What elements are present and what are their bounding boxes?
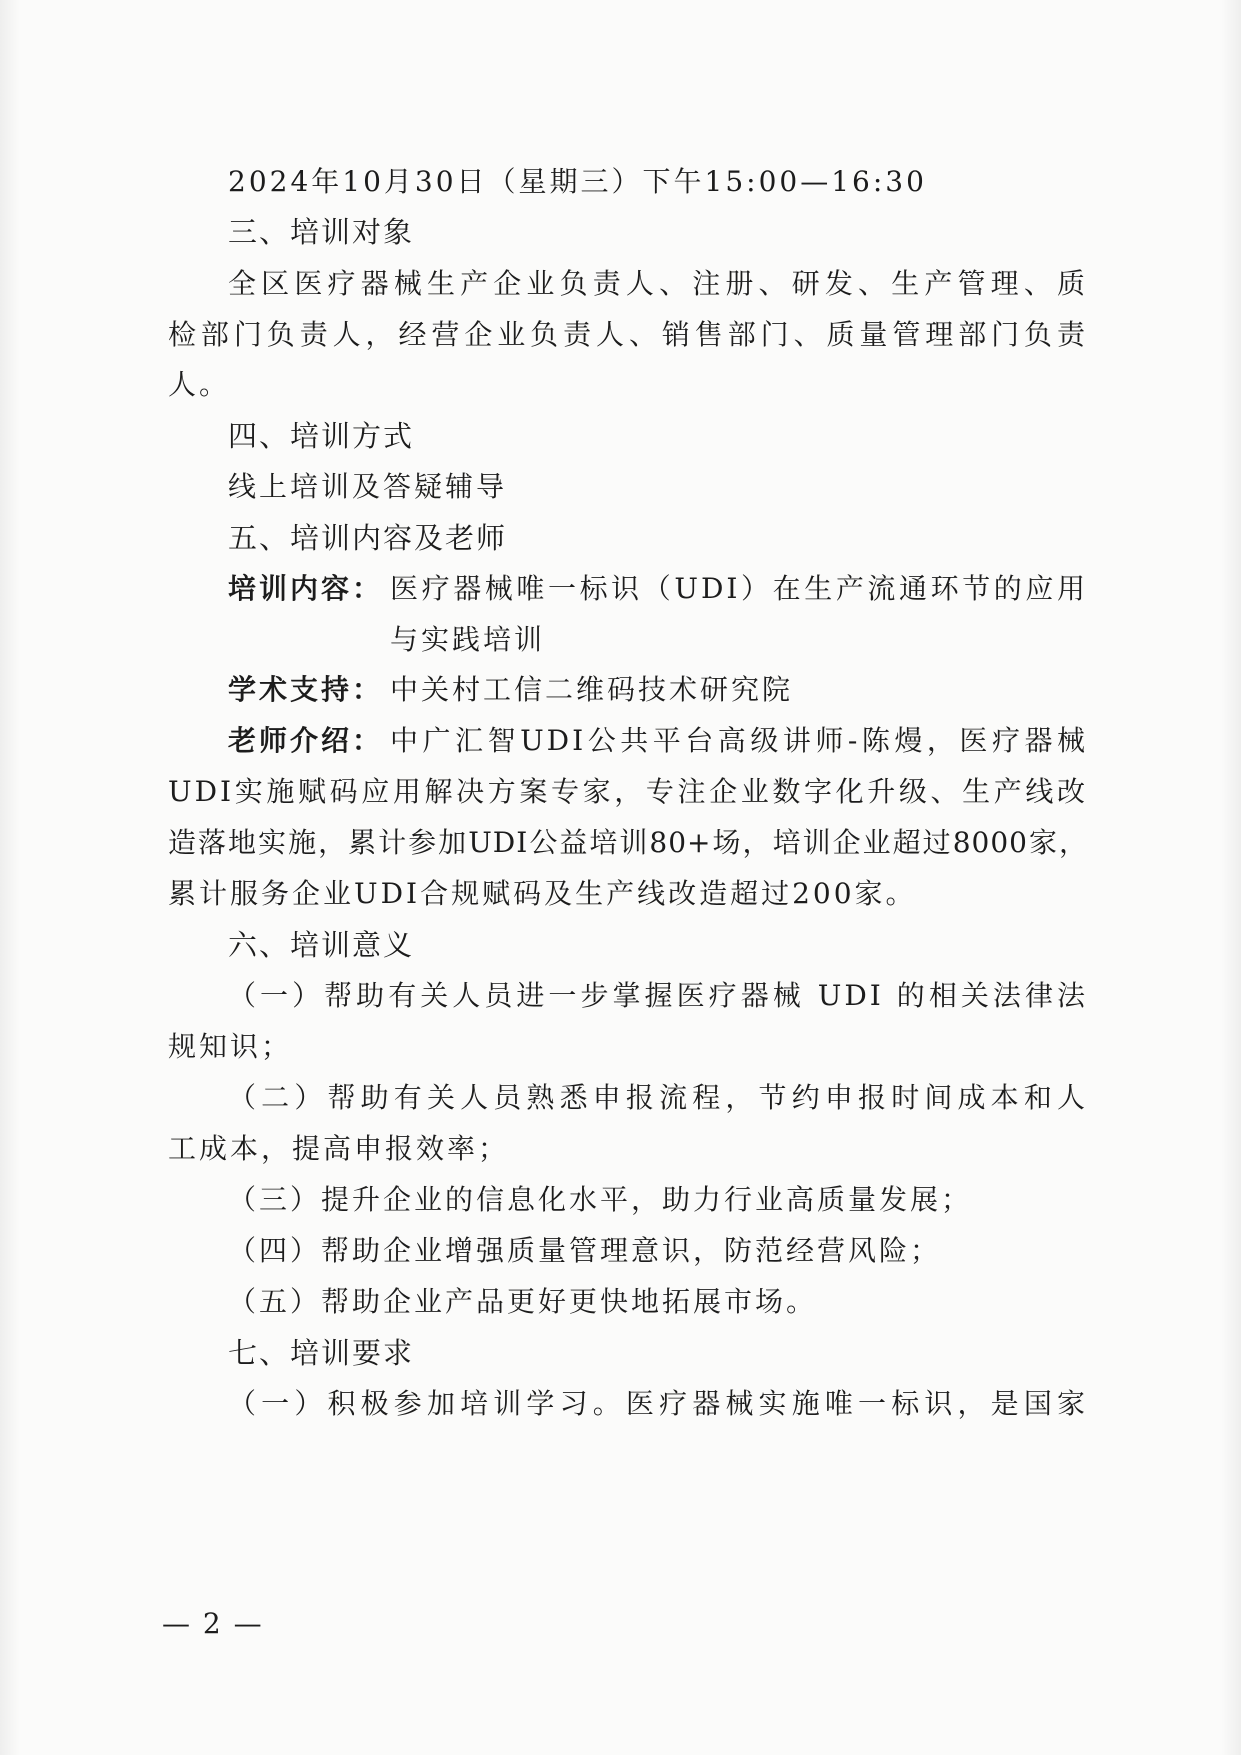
section-5-heading: 五、培训内容及老师: [228, 521, 508, 555]
section-4-heading: 四、培训方式: [228, 419, 415, 453]
academic-support-text: 中关村工信二维码技术研究院: [390, 673, 794, 706]
section-3-heading: 三、培训对象: [228, 215, 415, 249]
training-content-text: 医疗器械唯一标识（UDI）在生产流通环节的应用: [390, 572, 1088, 605]
section-6-item-line: （二）帮助有关人员熟悉申报流程，节约申报时间成本和人: [228, 1081, 1088, 1114]
section-7-heading: 七、培训要求: [228, 1336, 415, 1370]
section-6-item-line: 规知识；: [168, 1030, 293, 1063]
page-number: — 2 —: [162, 1607, 264, 1640]
teacher-intro-text: UDI实施赋码应用解决方案专家，专注企业数字化升级、生产线改: [168, 775, 1088, 808]
section-7-item-line: （一）积极参加培训学习。医疗器械实施唯一标识，是国家: [228, 1387, 1088, 1420]
section-6-item-line: （五）帮助企业产品更好更快地拓展市场。: [228, 1285, 818, 1318]
section-3-paragraph-line: 检部门负责人，经营企业负责人、销售部门、质量管理部门负责: [168, 318, 1088, 351]
date-line: 2024年10月30日（星期三）下午15:00—16:30: [228, 165, 927, 198]
teacher-intro-text: 累计服务企业UDI合规赋码及生产线改造超过200家。: [168, 877, 917, 910]
teacher-intro-text: 造落地实施，累计参加UDI公益培训80+场，培训企业超过8000家，: [168, 826, 1088, 859]
section-4-text: 线上培训及答疑辅导: [228, 470, 508, 503]
section-6-item-line: （四）帮助企业增强质量管理意识，防范经营风险；: [228, 1234, 942, 1267]
section-6-heading: 六、培训意义: [228, 928, 415, 962]
section-6-item-line: （一）帮助有关人员进一步掌握医疗器械 UDI 的相关法律法: [228, 979, 1088, 1012]
section-6-item-line: （三）提升企业的信息化水平，助力行业高质量发展；: [228, 1183, 973, 1216]
teacher-intro-text: 中广汇智UDI公共平台高级讲师-陈熳，医疗器械: [390, 724, 1088, 757]
section-6-item-line: 工成本，提高申报效率；: [168, 1132, 510, 1165]
training-content-text: 与实践培训: [390, 623, 546, 656]
section-3-paragraph-line: 人。: [168, 368, 231, 401]
section-3-paragraph-line: 全区医疗器械生产企业负责人、注册、研发、生产管理、质: [228, 267, 1088, 300]
academic-support-label: 学术支持：: [228, 673, 384, 706]
training-content-label: 培训内容：: [228, 572, 384, 605]
teacher-intro-label: 老师介绍：: [228, 724, 384, 757]
